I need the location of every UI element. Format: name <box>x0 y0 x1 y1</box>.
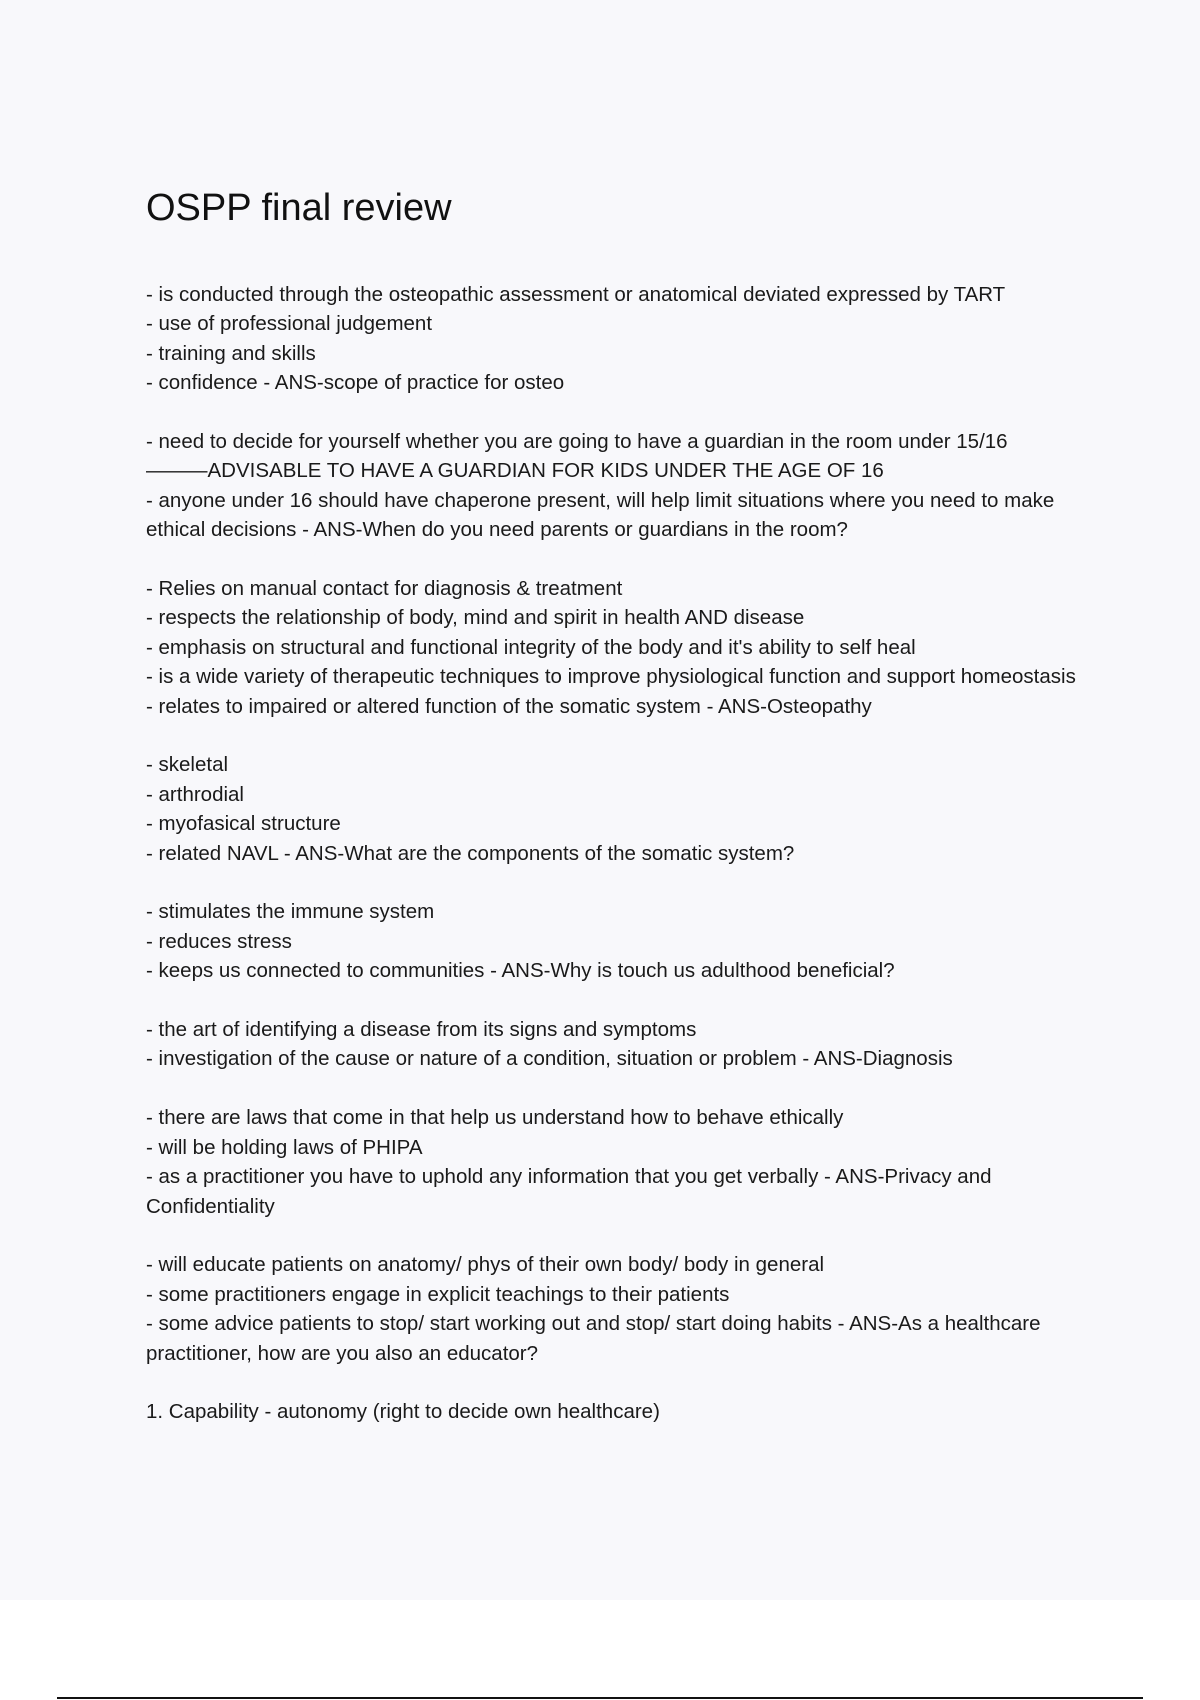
note-line: - the art of identifying a disease from its signs and symptoms <box>146 1018 697 1042</box>
note-line: - reduces stress <box>146 929 292 953</box>
note-line: - investigation of the cause or nature of a condition, situation or problem - ANS-Diagnosis <box>146 1047 953 1071</box>
note-line: - there are laws that come in that help us understand how to behave ethically <box>146 1106 844 1130</box>
note-line: - will be holding laws of PHIPA <box>146 1135 423 1159</box>
note-line: - will educate patients on anatomy/ phys of their own body/ body in general <box>146 1253 825 1277</box>
document-title: OSPP final review <box>146 187 452 229</box>
note-line: - confidence - ANS-scope of practice for osteo <box>146 371 565 395</box>
note-line: - skeletal <box>146 753 229 777</box>
note-line: - myofasical structure <box>146 812 341 836</box>
document-body <box>146 280 1086 1456</box>
note-line: - use of professional judgement <box>146 312 433 336</box>
note-line: - respects the relationship of body, mind and spirit in health AND disease <box>146 606 805 630</box>
note-block-somatic-system <box>146 750 1086 868</box>
note-line: - related NAVL - ANS-What are the components of the somatic system? <box>146 841 795 865</box>
note-line: - stimulates the immune system <box>146 900 435 924</box>
note-line: - anyone under 16 should have chaperone present, will help limit situations where you need to make ethical decisions - ANS-When do you need parents or guardians in the room? <box>146 488 1060 542</box>
note-line: - relates to impaired or altered function of the somatic system - ANS-Osteopathy <box>146 694 872 718</box>
page-bottom-rule <box>57 1697 1143 1699</box>
note-block-educator <box>146 1250 1086 1368</box>
note-line: - arthrodial <box>146 782 244 806</box>
note-block-touch <box>146 897 1086 985</box>
note-block-scope-of-practice <box>146 280 1086 398</box>
note-line: - some practitioners engage in explicit teachings to their patients <box>146 1282 730 1306</box>
note-block-diagnosis <box>146 1015 1086 1074</box>
note-line: - need to decide for yourself whether you are going to have a guardian in the room under 15/16 <box>146 430 1008 454</box>
note-line: - keeps us connected to communities - ANS-Why is touch us adulthood beneficial? <box>146 959 895 983</box>
note-line: - as a practitioner you have to uphold any information that you get verbally - ANS-Privacy and Confidentiality <box>146 1165 998 1218</box>
note-line: - some advice patients to stop/ start working out and stop/ start doing habits - ANS-As a healthcare practitioner, how are you also an educator? <box>146 1312 1047 1365</box>
note-line: ———ADVISABLE TO HAVE A GUARDIAN FOR KIDS UNDER THE AGE OF 16 <box>146 459 884 483</box>
note-line: - is a wide variety of therapeutic techniques to improve physiological function and support homeostasis <box>146 665 1076 689</box>
note-line: - is conducted through the osteopathic assessment or anatomical deviated expressed by TART <box>146 283 1006 306</box>
note-block-capability <box>146 1397 1086 1426</box>
note-line: 1. Capability - autonomy (right to decide own healthcare) <box>146 1400 660 1424</box>
note-block-osteopathy <box>146 574 1086 721</box>
note-line: - training and skills <box>146 341 316 365</box>
note-line: - emphasis on structural and functional integrity of the body and it's ability to self heal <box>146 635 916 659</box>
note-block-privacy <box>146 1103 1086 1221</box>
note-line: - Relies on manual contact for diagnosis & treatment <box>146 577 623 601</box>
note-block-guardians <box>146 427 1086 545</box>
